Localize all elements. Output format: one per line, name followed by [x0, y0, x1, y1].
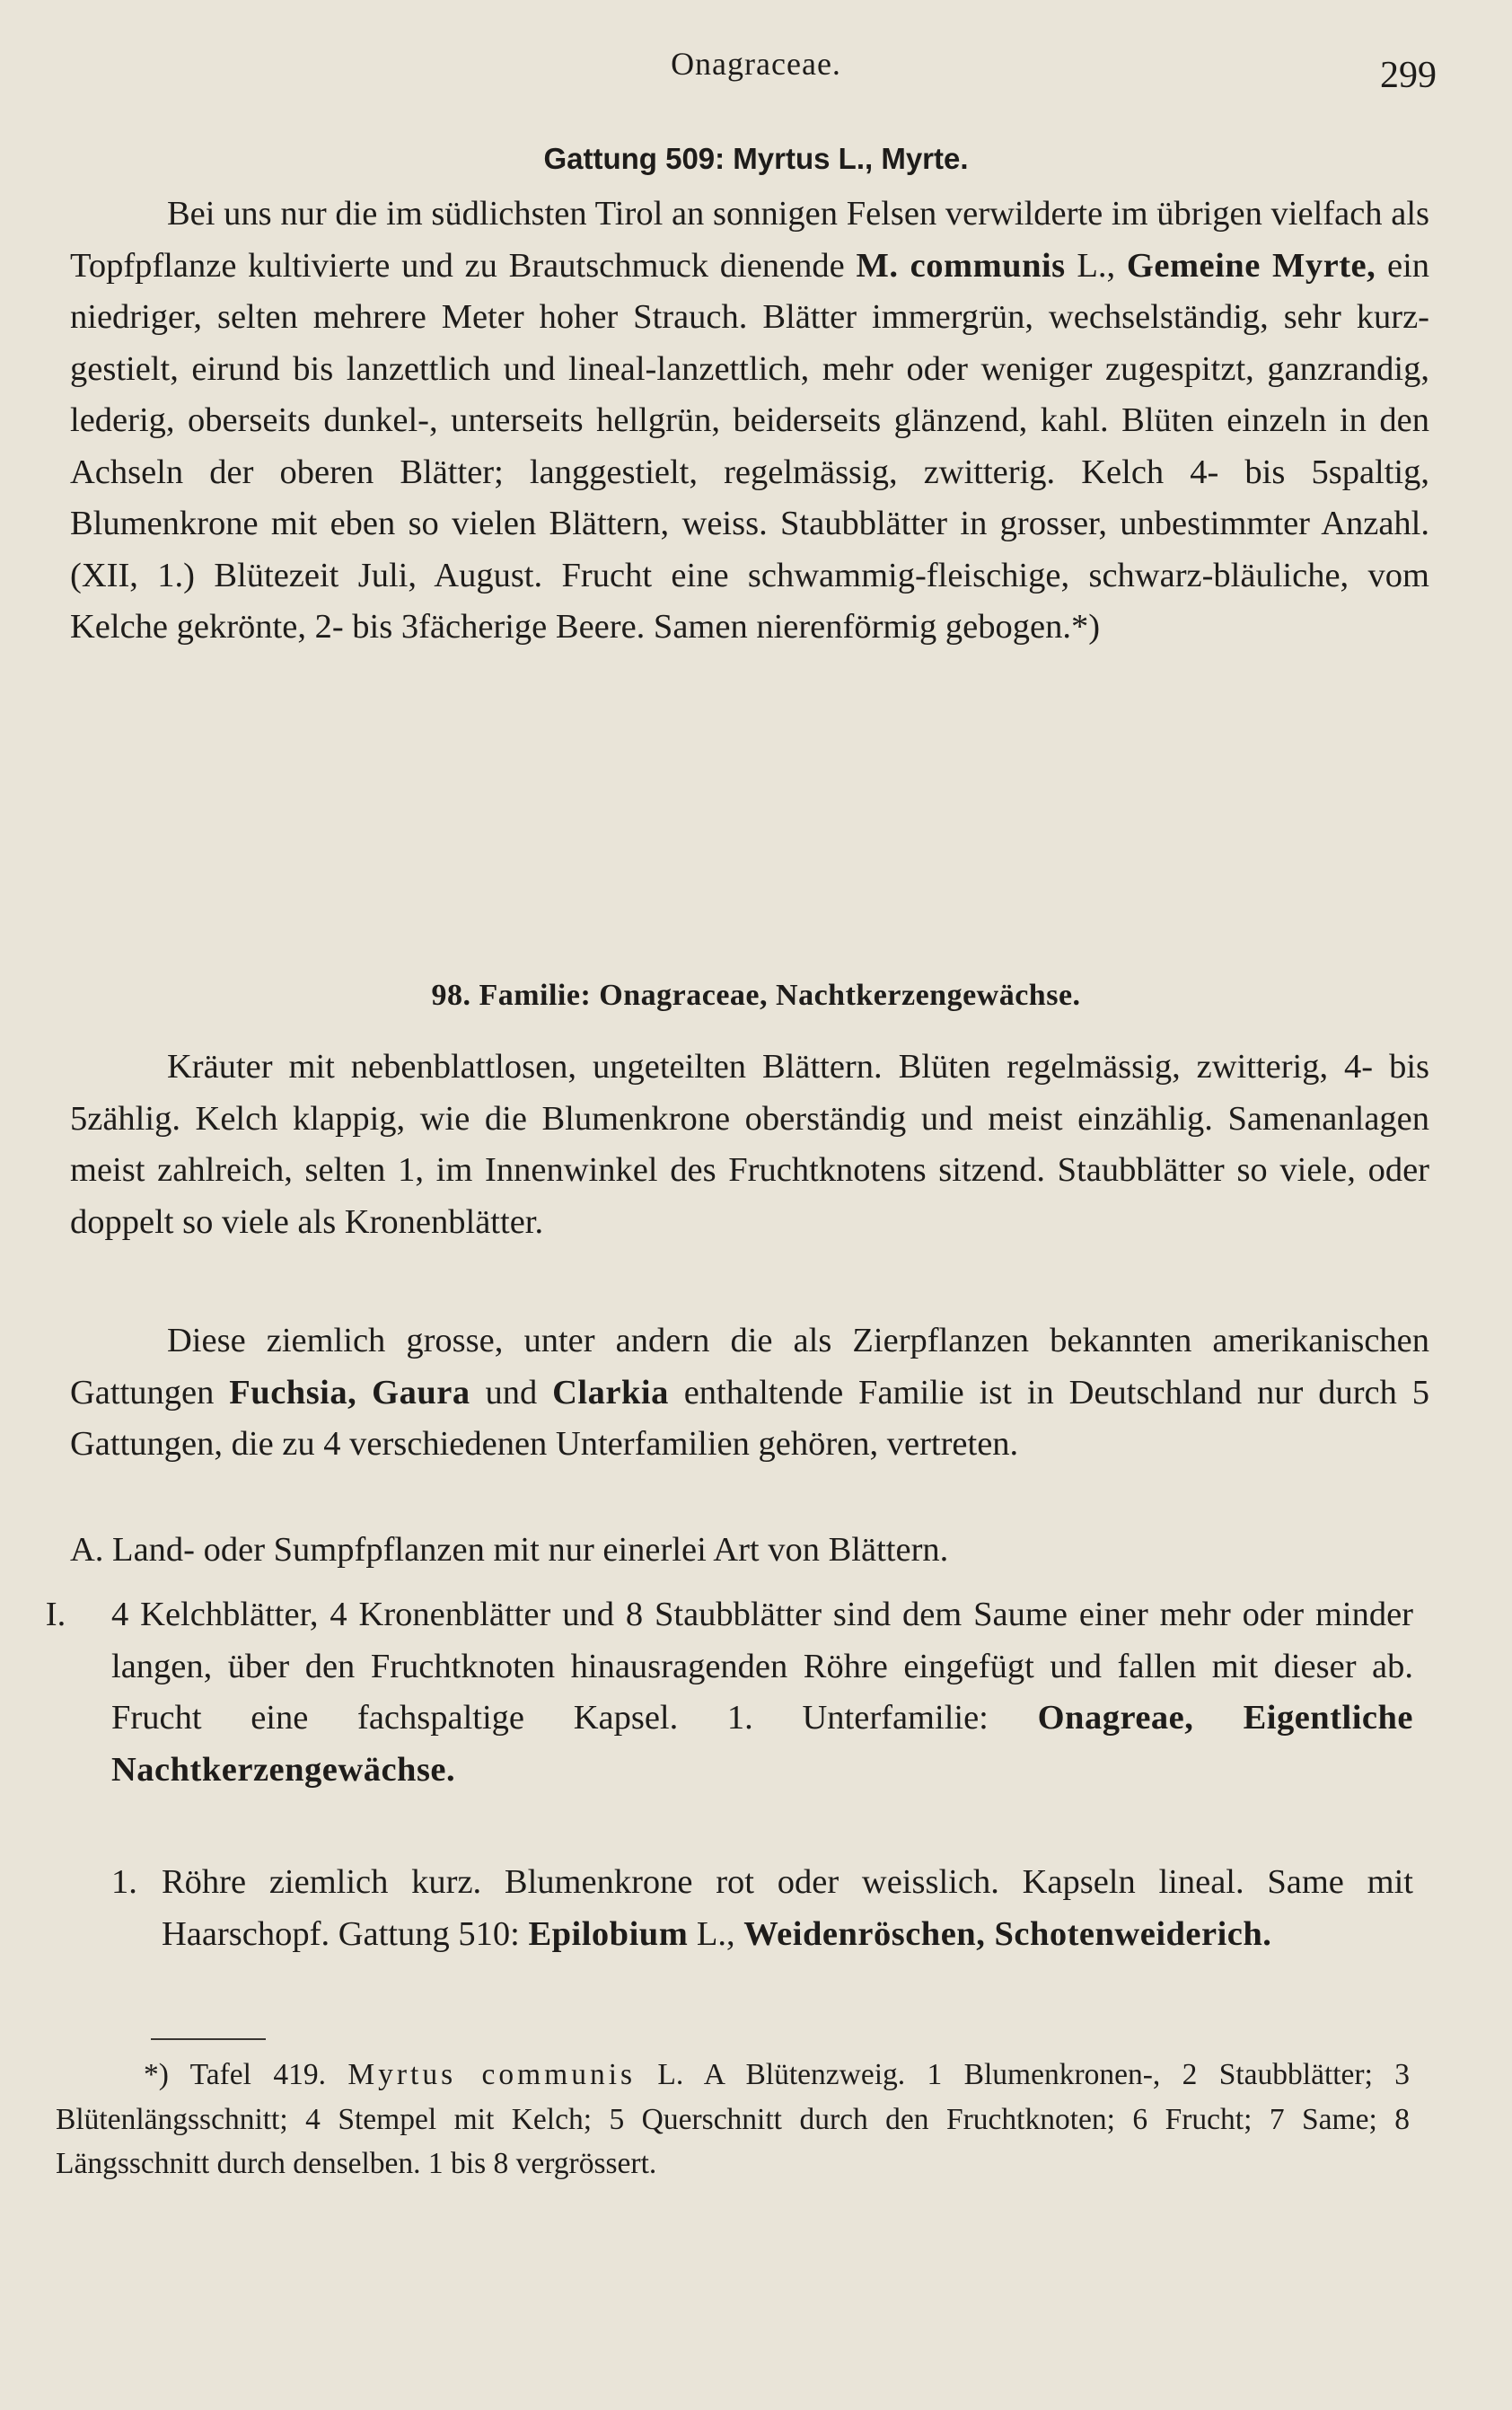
- footnote: [56, 2053, 1410, 2186]
- species-latin-name: M. communis: [856, 246, 1066, 285]
- page-number: 299: [1380, 55, 1437, 96]
- subfamily-name: Onagreae, Eigentliche Nachtkerzengewächse.: [111, 1699, 1414, 1789]
- footnote-text: L. A Blütenzweig. 1 Blumenkronen-, 2 Staubblätter; 3 Blütenlängsschnitt; 4 Stempel mit Kelch; 5 Querschnitt durch den Fruchtknoten; 6 Frucht; 7 Same; 8 Längsschnitt durch denselben. 1 bis 8 vergrössert.: [56, 2058, 1410, 2180]
- genus-epilobium: Epilobium: [528, 1914, 689, 1953]
- genus-intro: Bei uns nur die im südlichsten Tirol an sonnigen Felsen verwilderte im übrigen vielfach als Topfpflanze kultivierte und zu Brautschmuck dienende: [70, 195, 1429, 285]
- key-1-text: Röhre ziemlich kurz. Blumenkrone rot oder weisslich. Kapseln lineal. Same mit Haarschopf. Gattung 510:: [162, 1863, 1413, 1953]
- epilobium-common-names: Weidenröschen, Schotenweiderich.: [743, 1914, 1272, 1953]
- family-overview: [70, 1315, 1429, 1471]
- family-description: Kräuter mit nebenblattlosen, ungeteilten Blättern. Blüten regelmässig, zwitterig, 4- bis 5zählig. Kelch klappig, wie die Blumenkrone oberständig und meist einzählig. Samenanlagen meist zahlreich, selten 1, im Innenwinkel des Fruchtknotens sitzend. Staubblätter so viele, oder doppelt so viele als Kronenblätter.: [70, 1048, 1429, 1241]
- epilobium-author: L.,: [696, 1914, 735, 1953]
- species-author: L.,: [1077, 246, 1116, 285]
- footnote-plate: *) Tafel 419.: [144, 2058, 326, 2091]
- species-description: ein niedriger, selten mehrere Meter hoher Strauch. Blätter immergrün, wechselständig, sehr kurz-gestielt, eirund bis lanzettlich und lineal-lanzettlich, mehr oder weniger zugespitzt, ganzrandig, lederig, oberseits dunkel-, unterseits hellgrün, beiderseits glänzend, kahl. Blüten einzeln in den Achseln der oberen Blätter; langgestielt, regelmässig, zwitterig. Kelch 4- bis 5spaltig, Blumenkrone mit eben so vielen Blättern, weiss. Staubblätter in grosser, unbestimmter Anzahl. (XII, 1.) Blütezeit Juli, August. Frucht eine schwammig-fleischige, schwarz-bläuliche, vom Kelche gekrönte, 2- bis 3fächerige Beere. Samen nierenförmig gebogen.*): [70, 246, 1430, 646]
- family-heading: 98. Familie: Onagraceae, Nachtkerzengewächse.: [431, 979, 1081, 1012]
- key-section-i: [45, 1589, 1414, 1796]
- key-i-label: I.: [45, 1596, 66, 1633]
- genus-gaura: Gaura: [372, 1373, 470, 1412]
- genus-description: [70, 189, 1429, 654]
- key-i-text: 4 Kelchblätter, 4 Kronenblätter und 8 Staubblätter sind dem Saume einer mehr oder minder langen, über den Fruchtknoten hinausragenden Röhre eingefügt und fallen mit dieser ab. Frucht eine fachspaltige Kapsel. 1. Unterfamilie:: [111, 1596, 1413, 1737]
- footnote-divider: [151, 2038, 266, 2040]
- footnote-species: Myrtus communis: [347, 2058, 637, 2091]
- family-overview-end: enthaltende Familie ist in Deutschland nur durch 5 Gattungen, die zu 4 verschiedenen Unterfamilien gehören, vertreten.: [70, 1373, 1430, 1463]
- key-1-label: 1.: [111, 1863, 137, 1901]
- genus-fuchsia: Fuchsia,: [229, 1373, 357, 1412]
- key-section-1: [111, 1857, 1413, 1960]
- species-german-name: Gemeine Myrte,: [1126, 246, 1376, 285]
- key-section-a: A. Land- oder Sumpfpflanzen mit nur einerlei Art von Blättern.: [70, 1531, 949, 1569]
- family-overview-start: Diese ziemlich grosse, unter andern die als Zierpflanzen bekannten amerikanischen Gattungen: [70, 1322, 1429, 1412]
- genus-heading: Gattung 509: Myrtus L., Myrte.: [543, 142, 969, 175]
- genus-clarkia: Clarkia: [552, 1373, 669, 1412]
- conjunction: und: [485, 1373, 538, 1412]
- running-title: Onagraceae.: [671, 46, 841, 82]
